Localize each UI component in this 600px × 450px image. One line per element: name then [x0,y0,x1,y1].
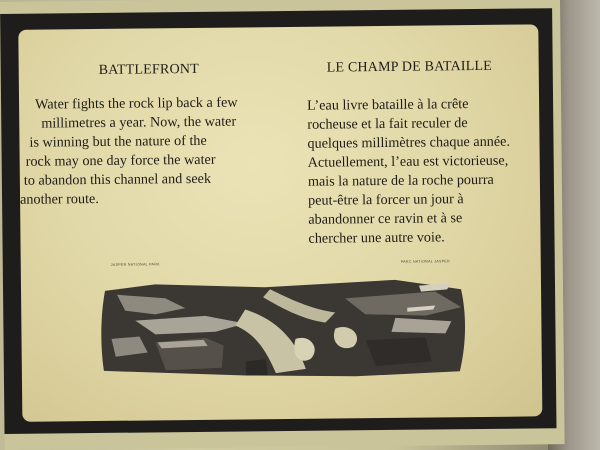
french-line: L’eau livre bataille à la crête [307,96,469,114]
french-line: quelques millimètres chaque année. [307,133,511,152]
rock-channel-illustration [95,277,468,381]
rock-block [246,359,268,375]
french-line: chercher une autre voie. [308,229,445,247]
french-title: LE CHAMP DE BATAILLE [326,58,493,76]
english-line: another route. [19,190,99,208]
french-line: rocheuse et la fait reculer de [307,115,468,133]
english-line: is winning but the nature of the [29,132,207,151]
english-line: millimetres a year. Now, the water [41,113,237,132]
credit-left: JASPER NATIONAL PARK [110,262,160,267]
credit-right: PARC NATIONAL JASPER [400,259,451,264]
english-line: Water fights the rock lip back a few [34,94,238,113]
french-line: mais la nature de la roche pourra [307,171,494,190]
french-line: abandonner ce ravin et à se [308,210,463,228]
french-line: peut-être la forcer un jour à [308,191,464,209]
english-title: BATTLEFRONT [98,61,199,78]
english-line: rock may one day force the water [25,151,216,170]
french-line: Actuellement, l’eau est victorieuse, [307,152,509,171]
english-line: to abandon this channel and seek [23,170,212,189]
rock-lip [366,337,432,366]
